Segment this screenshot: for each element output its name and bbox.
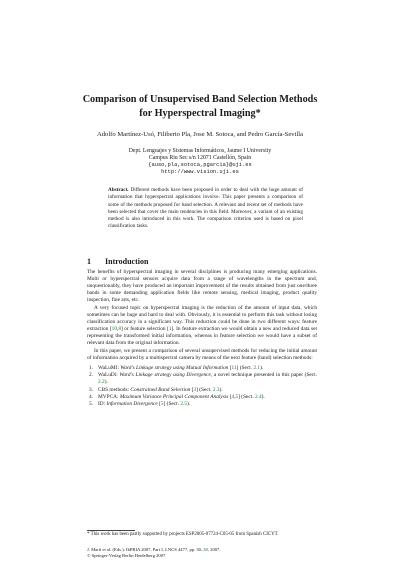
abstract-text: Different methods have been proposed in order to deal with the huge amount of information that hyperspectral applications involve. This paper presents a comparison of some of the methods proposed for band selection. A relevant and recent set of methods have been selected that cover the main tendencies in this field. Moreover, a variant of an existing method is also introduced in this work. The comparison criterion used is based on pixel classification tasks. xyxy=(108,187,304,230)
list-item: 4. MVPCA: Maximum Variance Principal Component Analysis [4,5] (Sect. 2.4). xyxy=(89,393,265,400)
paragraph-2-part-b: ] or feature selection [ xyxy=(121,326,169,333)
list-item: 1. WaLuMI: Ward's Linkage strategy using Mutual Information [11] (Sect. 2.1). xyxy=(89,365,264,372)
section-title: Introduction xyxy=(105,257,149,266)
section-link[interactable]: 2.1 xyxy=(253,365,261,372)
affiliation-address: Campus Riu Sec s/n 12071 Castellón, Spain xyxy=(148,155,252,162)
affiliation-dept: Dept. Lenguajes y Sistemas Informáticos, Jaume I University xyxy=(128,148,272,154)
affiliation xyxy=(80,148,320,176)
publication-imprint: J. Martí et al. (Eds.): IbPRIA 2007, Part I, LNCS 4477, pp. 30–38, 2007. © Springer-Verlag Berlin Heidelberg 2007 xyxy=(87,547,221,558)
list-item: 5. ID: Information Divergence [5] (Sect. 2.5). xyxy=(89,400,191,407)
section-link[interactable]: 2.5 xyxy=(180,400,188,407)
citation-link[interactable]: 4 xyxy=(231,393,235,400)
section-heading-introduction xyxy=(87,257,317,266)
title-line-2: for Hyperspectral Imaging* xyxy=(139,107,261,119)
footnote: * This work has been partly supported by projects ESP2005-07724-C05-05 from Spanish CICYT. xyxy=(87,532,279,537)
citation-link[interactable]: 1 xyxy=(168,326,172,333)
citation-link[interactable]: 11 xyxy=(231,365,237,372)
paper-title xyxy=(60,93,340,120)
paragraph-2-part-a: A very focused topic on hyperspectral imaging is the reduction of the amount of input data, which sometimes can be huge and hard to deal with. Obviously, it is essential to perform this task without losing classification accuracy in a significant way. This reduction could be done in two different ways: feature extraction [ xyxy=(87,304,317,333)
title-line-1: Comparison of Unsupervised Band Selection Methods xyxy=(82,94,318,105)
citation-link[interactable]: 8 xyxy=(118,326,122,333)
method-list xyxy=(87,365,317,408)
citation-link[interactable]: 5 xyxy=(235,393,239,400)
lab-url[interactable]: http://www.vision.uji.es xyxy=(161,169,239,176)
paragraph-3: In this paper, we present a comparison of several unsupervised methods for reducing the initial amount of information acquired by a multispectral camera by means of the next feature (band) selection methods: xyxy=(87,348,317,362)
section-link[interactable]: 2.4 xyxy=(254,393,262,400)
paragraph-1: The benefits of hyperspectral imaging in several disciplines is producing many emerging applications. Multi or hyperspectral sensors acquire data from a range of wavelengths in the spectrum and, unquestionably, they have produced an important improvement of the results obtained from just one/three bands in some demanding application fields like remote sensing, medical imaging, product quality inspection, fine arts, etc. xyxy=(87,269,317,304)
paragraph-2-part-c: ]. In feature extraction we would obtain a new and reduced data set representing the transformed initial information, whereas in feature selection we would have a subset of relevant data from the original information. xyxy=(87,326,317,347)
abstract xyxy=(108,187,303,231)
author-list: Adolfo Martínez-Usó, Filiberto Pla, Jose M. Sotoca, and Pedro García-Sevilla xyxy=(96,131,303,138)
citation-link[interactable]: 5 xyxy=(160,400,164,407)
citation-link[interactable]: 3 xyxy=(193,386,197,393)
paragraph-2: A very focused topic on hyperspectral imaging is the reduction of the amount of input data, which sometimes can be huge and hard to deal with. Obviously, it is essential to perform this task without losing classification accuracy in a significant way. This reduction could be done in two different ways: feature extraction [10,8] or feature selection [1]. In feature extraction we would obtain a new and reduced data set representing the transformed initial information, whereas in feature selection we would have a subset of relevant data from the original information. xyxy=(87,304,317,347)
section-link[interactable]: 2.3 xyxy=(212,386,220,393)
list-item: 3. CBS methods: Constrained Band Selection [3] (Sect. 2.3). xyxy=(89,386,223,393)
list-item: 2. WaLuDi: Ward's Linkage strategy using Divergence, a novel technique presented in this paper (Sect. 2.2). xyxy=(89,372,317,386)
author-emails: {auso,pla,sotoca,pgarcia}@uji.es xyxy=(148,162,252,169)
section-link[interactable]: 2.2 xyxy=(98,379,105,386)
imprint-citation: J. Martí et al. (Eds.): IbPRIA 2007, Part I, LNCS 4477, pp. 30– xyxy=(87,547,204,552)
section-number: 1 xyxy=(87,257,91,266)
imprint-copyright: © Springer-Verlag Berlin Heidelberg 2007 xyxy=(87,552,166,558)
abstract-label: Abstract. xyxy=(108,187,129,193)
introduction-body xyxy=(87,269,317,408)
footnote-divider xyxy=(87,530,135,531)
citation-link[interactable]: 10 xyxy=(111,326,117,333)
page-link[interactable]: 38 xyxy=(203,547,208,552)
